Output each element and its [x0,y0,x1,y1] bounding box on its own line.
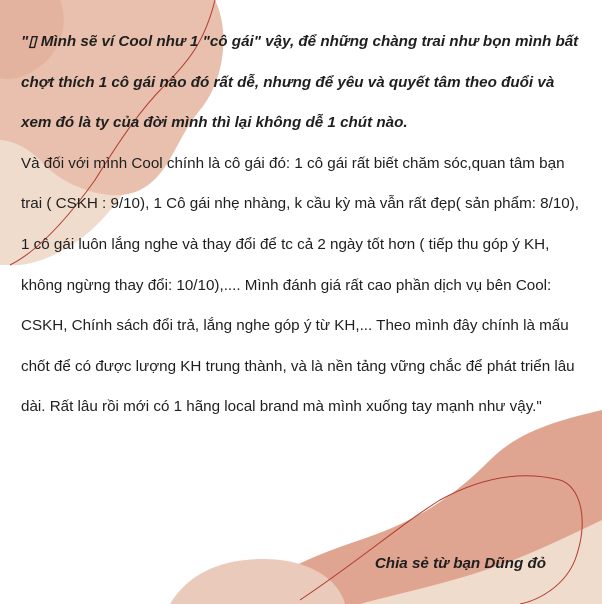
quote-intro: "▯ Mình sẽ ví Cool như 1 "cô gái" vậy, để những chàng trai như bọn mình bất chợt thích 1 cô gái nào đó rất dễ, nhưng để yêu và quyết tâm theo đuổi và xem đó là ty của đời mình thì lại không dễ 1 chút nào. [21,33,579,132]
testimonial-text [21,22,587,428]
quote-body: Và đối với mình Cool chính là cô gái đó: 1 cô gái rất biết chăm sóc,quan tâm bạn trai ( CSKH : 9/10), 1 Cô gái nhẹ nhàng, k cầu kỳ mà vẫn rất đẹp( sản phẩm: 8/10), 1 cô gái luôn lắng nghe và thay đổi để tc cả 2 ngày tốt hơn ( tiếp thu góp ý KH, không ngừng thay đổi: 10/10),.... Mình đánh giá rất cao phần dịch vụ bên Cool: CSKH, Chính sách đổi trả, lắng nghe góp ý từ KH,... Theo mình đây chính là mấu chốt để có được lượng KH trung thành, và là nền tảng vững chắc để phát triển lâu dài. Rất lâu rồi mới có 1 hãng local brand mà mình xuống tay mạnh như vậy." [21,154,580,416]
testimonial-credit: Chia sẻ từ bạn Dũng đỏ [374,555,546,572]
